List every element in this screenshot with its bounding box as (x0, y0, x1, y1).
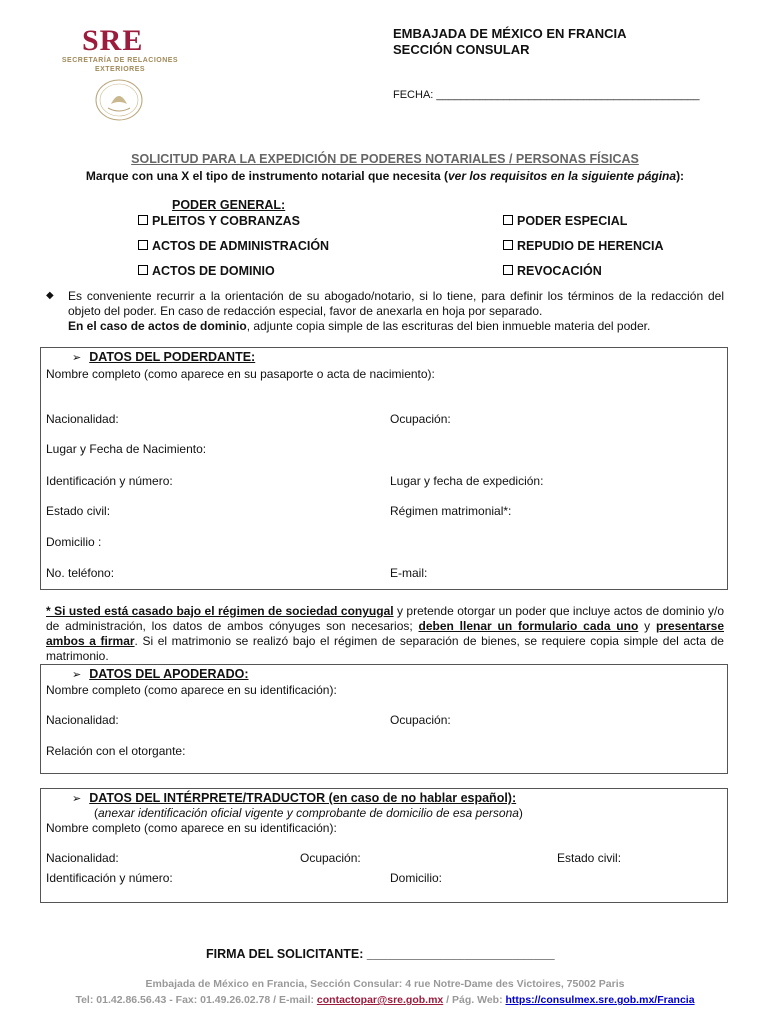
interprete-nacionalidad[interactable]: Nacionalidad: (46, 851, 119, 865)
interprete-identificacion[interactable]: Identificación y número: (46, 871, 173, 885)
poderdante-nacionalidad[interactable]: Nacionalidad: (46, 412, 119, 426)
signature-line[interactable]: FIRMA DEL SOLICITANTE: ___________________________ (206, 947, 555, 961)
footer-address: Embajada de México en Francia, Sección Consular: 4 rue Notre-Dame des Victoires, 75002 Paris (145, 978, 625, 990)
checkbox-icon[interactable] (503, 240, 513, 250)
arrow-bullet-icon: ➢ (72, 669, 82, 681)
poderdante-email[interactable]: E-mail: (390, 566, 428, 580)
poderdante-estado-civil[interactable]: Estado civil: (46, 504, 111, 518)
form-title: SOLICITUD PARA LA EXPEDICIÓN DE PODERES NOTARIALES / PERSONAS FÍSICAS (131, 152, 639, 166)
interprete-nombre[interactable]: Nombre completo (como aparece en su identificación): (46, 821, 337, 835)
interprete-domicilio[interactable]: Domicilio: (390, 871, 443, 885)
interprete-estado-civil[interactable]: Estado civil: (557, 851, 622, 865)
apoderado-nombre[interactable]: Nombre completo (como aparece en su identificación): (46, 683, 337, 697)
poderdante-section (40, 347, 728, 590)
option-poder-especial[interactable]: PODER ESPECIAL (503, 214, 627, 228)
footer-contact: Tel: 01.42.86.56.43 - Fax: 01.49.26.02.78 / E-mail: contactopar@sre.gob.mx / Pág. Web: https://consulmex.sre.gob.mx/Francia (75, 994, 695, 1006)
checkbox-icon[interactable] (138, 215, 148, 225)
embassy-title: EMBAJADA DE MÉXICO EN FRANCIA (393, 26, 627, 41)
option-administracion[interactable]: ACTOS DE ADMINISTRACIÓN (138, 239, 329, 253)
form-instructions: Marque con una X el tipo de instrumento notarial que necesita (ver los requisitos en la siguiente página): (85, 169, 685, 183)
sre-logo: SRE (82, 24, 144, 57)
poderdante-lugar-fecha-nac[interactable]: Lugar y Fecha de Nacimiento: (46, 442, 207, 456)
sre-logo-subtitle: SECRETARÍA DE RELACIONES EXTERIORES (61, 57, 179, 73)
checkbox-icon[interactable] (503, 215, 513, 225)
poderdante-regimen[interactable]: Régimen matrimonial*: (390, 504, 512, 518)
poderdante-lugar-fecha-exp[interactable]: Lugar y fecha de expedición: (390, 474, 544, 488)
fecha-field[interactable]: FECHA: ___________________________________________ (393, 89, 700, 101)
poderdante-domicilio[interactable]: Domicilio : (46, 535, 102, 549)
checkbox-icon[interactable] (503, 265, 513, 275)
checkbox-icon[interactable] (138, 265, 148, 275)
email-link[interactable]: contactopar@sre.gob.mx (316, 994, 444, 1006)
poderdante-telefono[interactable]: No. teléfono: (46, 566, 115, 580)
interprete-ocupacion[interactable]: Ocupación: (300, 851, 361, 865)
consular-section: SECCIÓN CONSULAR (393, 42, 530, 57)
arrow-bullet-icon: ➢ (72, 793, 82, 805)
checkbox-icon[interactable] (138, 240, 148, 250)
poderdante-nombre[interactable]: Nombre completo (como aparece en su pasaporte o acta de nacimiento): (46, 367, 435, 381)
poder-general-label: PODER GENERAL: (172, 198, 286, 212)
option-revocacion[interactable]: REVOCACIÓN (503, 264, 602, 278)
poderdante-identificacion[interactable]: Identificación y número: (46, 474, 173, 488)
interprete-heading: ➢ DATOS DEL INTÉRPRETE/TRADUCTOR (en caso de no hablar español): (72, 791, 517, 805)
mexico-seal-icon (94, 78, 144, 122)
apoderado-ocupacion[interactable]: Ocupación: (390, 713, 451, 727)
apoderado-nacionalidad[interactable]: Nacionalidad: (46, 713, 119, 727)
interprete-instructions: (anexar identificación oficial vigente y comprobante de domicilio de esa persona) (94, 806, 523, 820)
web-link[interactable]: https://consulmex.sre.gob.mx/Francia (505, 994, 695, 1006)
option-dominio[interactable]: ACTOS DE DOMINIO (138, 264, 275, 278)
lawyer-note: Es conveniente recurrir a la orientación de su abogado/notario, si lo tiene, para definir los términos de la redacción del objeto del poder. En caso de redacción especial, favor de anexarla en hoja por separado. En el caso de actos de dominio, adjunte copia simple de las escrituras del bien inmueble materia del poder. (68, 289, 724, 333)
option-repudio[interactable]: REPUDIO DE HERENCIA (503, 239, 664, 253)
married-note: * Si usted está casado bajo el régimen de sociedad conyugal y pretende otorgar un poder que incluye actos de dominio y/o de administración, los datos de ambos cónyuges son necesarios; deben llenar un formulario cada uno y presentarse ambos a firmar. Si el matrimonio se realizó bajo el régimen de separación de bienes, se requiere copia simple del acta de matrimonio. (46, 604, 724, 663)
apoderado-heading: ➢ DATOS DEL APODERADO: (72, 667, 249, 681)
option-pleitos[interactable]: PLEITOS Y COBRANZAS (138, 214, 300, 228)
diamond-bullet-icon: ◆ (46, 290, 54, 301)
poderdante-heading: ➢ DATOS DEL PODERDANTE: (72, 350, 256, 364)
arrow-bullet-icon: ➢ (72, 352, 82, 364)
poderdante-ocupacion[interactable]: Ocupación: (390, 412, 451, 426)
apoderado-relacion[interactable]: Relación con el otorgante: (46, 744, 186, 758)
